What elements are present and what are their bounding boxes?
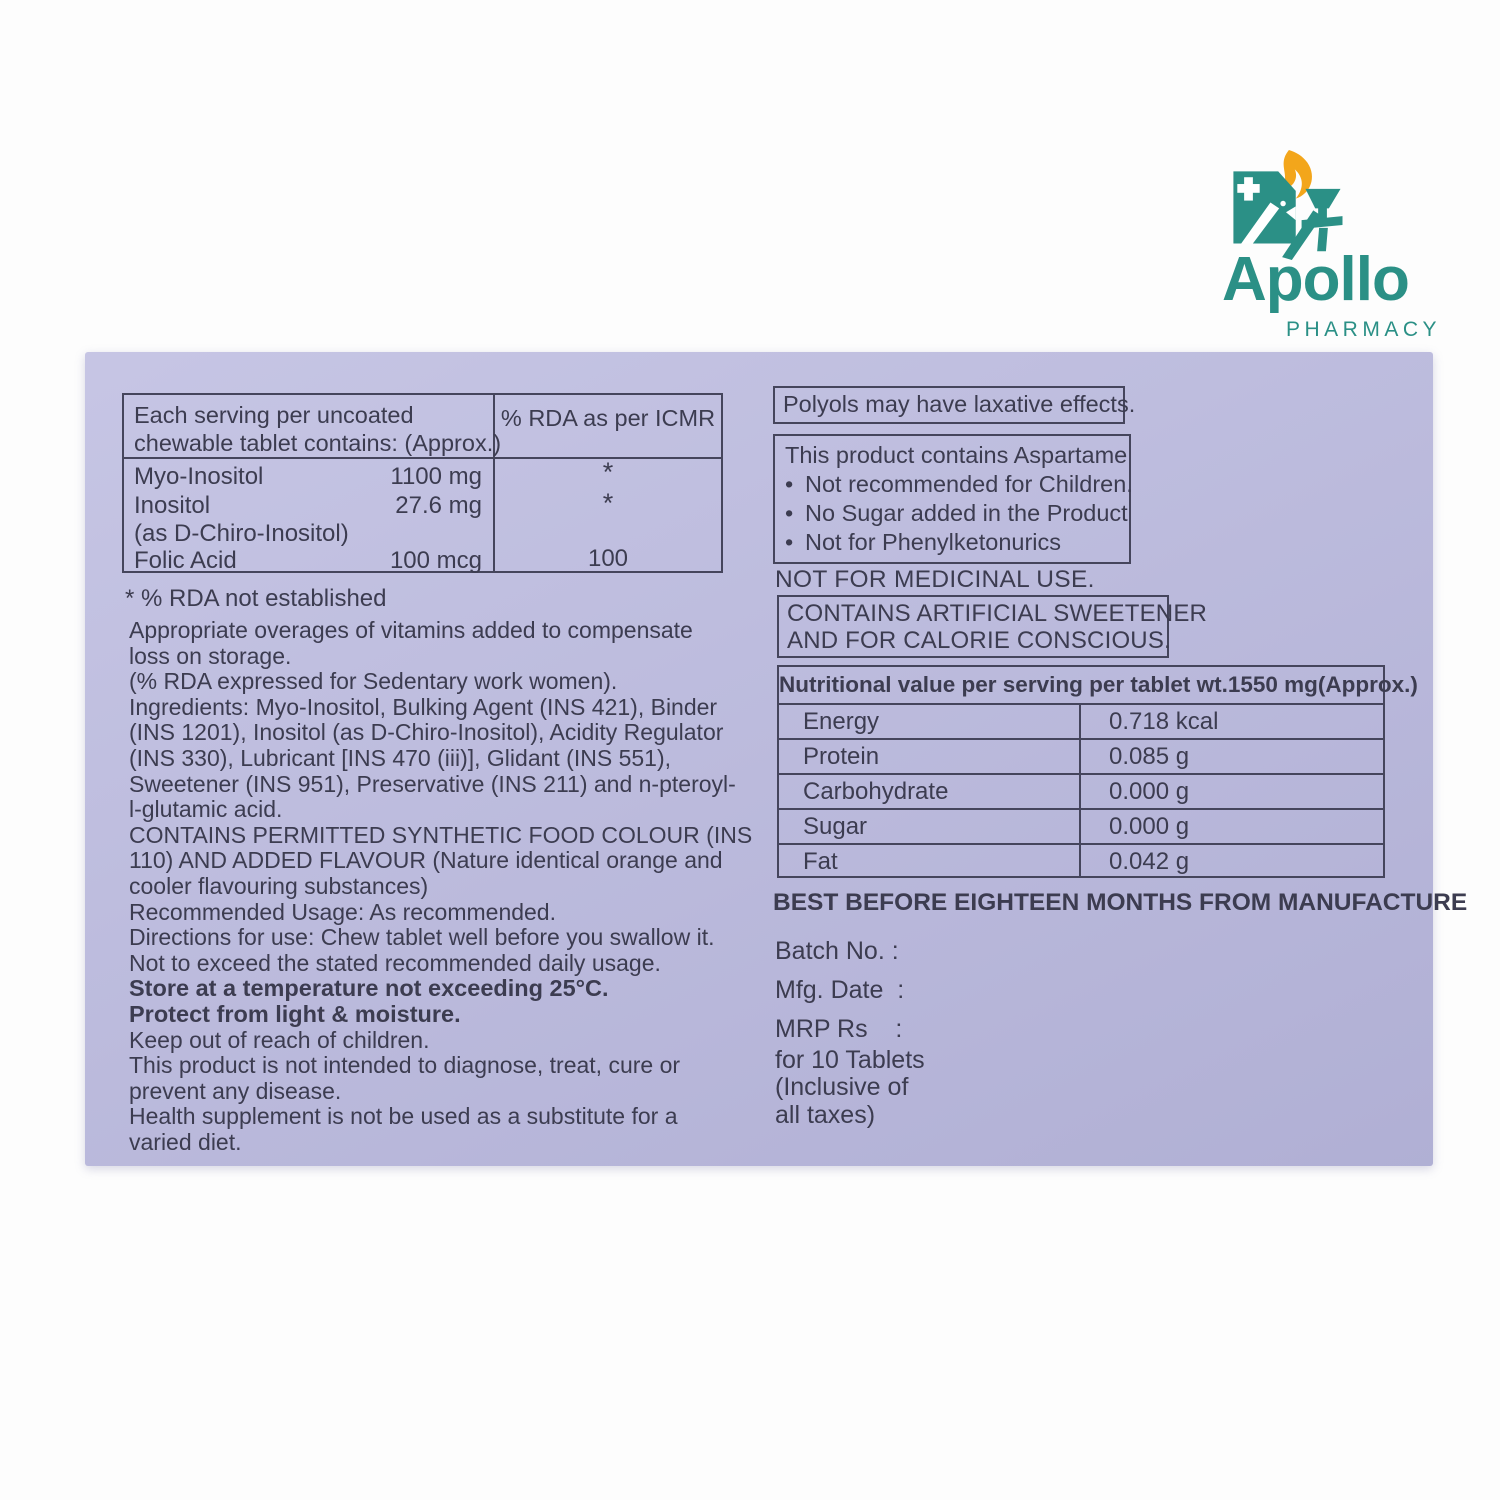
text-line: varied diet.	[129, 1128, 242, 1155]
bullet-icon: •	[785, 471, 794, 497]
text-line: 110) AND ADDED FLAVOUR (Nature identical orange and	[129, 847, 723, 874]
table-row: Protein 0.085 g	[779, 740, 1383, 775]
text-line: cooler flavouring substances)	[129, 872, 429, 899]
table-row: (as D-Chiro-Inositol)	[134, 520, 349, 547]
nutrition-table	[777, 665, 1418, 878]
aspartame-box	[773, 434, 1131, 564]
table-row: Energy 0.718 kcal	[779, 705, 1383, 740]
text-line: Not to exceed the stated recommended daily usage.	[129, 949, 661, 976]
rda-value: *	[602, 457, 614, 487]
polyols-note-box: Polyols may have laxative effects.	[773, 386, 1125, 424]
rda-value: 100	[587, 545, 629, 572]
nutrition-table-title: Nutritional value per serving per tablet wt.1550 mg(Approx.)	[779, 667, 1383, 705]
text-line: Ingredients: Myo-Inositol, Bulking Agent (INS 421), Binder	[129, 693, 718, 720]
table-row: Myo-Inositol 1100 mg	[134, 463, 482, 490]
serving-table-header-col1: Each serving per uncoated chewable tablet contains: (Approx.)	[134, 402, 502, 456]
table-row: Inositol 27.6 mg	[134, 492, 482, 519]
text-line: l-glutamic acid.	[129, 796, 283, 823]
text-line: Directions for use: Chew tablet well before you swallow it.	[129, 924, 715, 951]
rda-value: *	[602, 488, 614, 518]
text-line: (INS 330), Lubricant [INS 470 (iii)], Glidant (INS 551),	[129, 744, 671, 771]
text-line: Health supplement is not be used as a substitute for a	[129, 1103, 678, 1130]
bullet-icon: •	[785, 500, 794, 526]
pack-size-text: for 10 Tablets	[775, 1046, 925, 1074]
mfg-date-field: Mfg. Date :	[775, 976, 905, 1004]
light-warning: Protect from light & moisture.	[129, 1000, 461, 1027]
storage-warning: Store at a temperature not exceeding 25°C.	[129, 975, 609, 1002]
text-line: Recommended Usage: As recommended.	[129, 898, 556, 925]
left-text-block	[129, 618, 759, 1155]
artificial-sweetener-box: CONTAINS ARTIFICIAL SWEETENER AND FOR CALORIE CONSCIOUS.	[777, 595, 1169, 658]
table-row: Carbohydrate 0.000 g	[779, 775, 1383, 810]
best-before-note: BEST BEFORE EIGHTEEN MONTHS FROM MANUFACTURE	[773, 889, 1468, 916]
mrp-field: MRP Rs :	[775, 1015, 903, 1043]
aspartame-bullet: • No Sugar added in the Product	[785, 500, 1128, 526]
label-card	[85, 352, 1468, 1166]
brand-name: Apollo	[1222, 245, 1409, 314]
text-line: prevent any disease.	[129, 1077, 342, 1104]
aspartame-bullet: • Not recommended for Children.	[785, 471, 1133, 497]
serving-table-header-col2: % RDA as per ICMR	[500, 405, 716, 431]
rda-footnote: * % RDA not established	[125, 585, 387, 612]
apollo-pharmacy-logo	[1222, 148, 1442, 348]
batch-no-field: Batch No. :	[775, 937, 899, 965]
text-line: Appropriate overages of vitamins added to compensate	[129, 617, 693, 643]
text-line: Keep out of reach of children.	[129, 1026, 430, 1053]
text-line: loss on storage.	[129, 642, 292, 669]
brand-subtitle: PHARMACY	[1286, 318, 1442, 341]
text-line: CONTAINS PERMITTED SYNTHETIC FOOD COLOUR (INS	[129, 821, 753, 848]
taxes-text: all taxes)	[775, 1101, 876, 1129]
table-row: Sugar 0.000 g	[779, 810, 1383, 845]
text-line: (INS 1201), Inositol (as D-Chiro-Inositol), Acidity Regulator	[129, 719, 724, 746]
taxes-text: (Inclusive of	[775, 1073, 909, 1101]
aspartame-bullet: • Not for Phenylketonurics	[785, 529, 1062, 555]
text-line: (% RDA expressed for Sedentary work women).	[129, 668, 618, 695]
table-row: Fat 0.042 g	[779, 845, 1383, 878]
aspartame-title: This product contains Aspartame	[785, 442, 1128, 468]
text-line: This product is not intended to diagnose, treat, cure or	[129, 1052, 681, 1079]
serving-table	[122, 393, 723, 573]
text-line: Sweetener (INS 951), Preservative (INS 211) and n-pteroyl-	[129, 770, 736, 797]
table-row: Folic Acid 100 mcg	[134, 547, 482, 574]
bullet-icon: •	[785, 529, 794, 555]
medicinal-use-note: NOT FOR MEDICINAL USE.	[775, 566, 1095, 593]
